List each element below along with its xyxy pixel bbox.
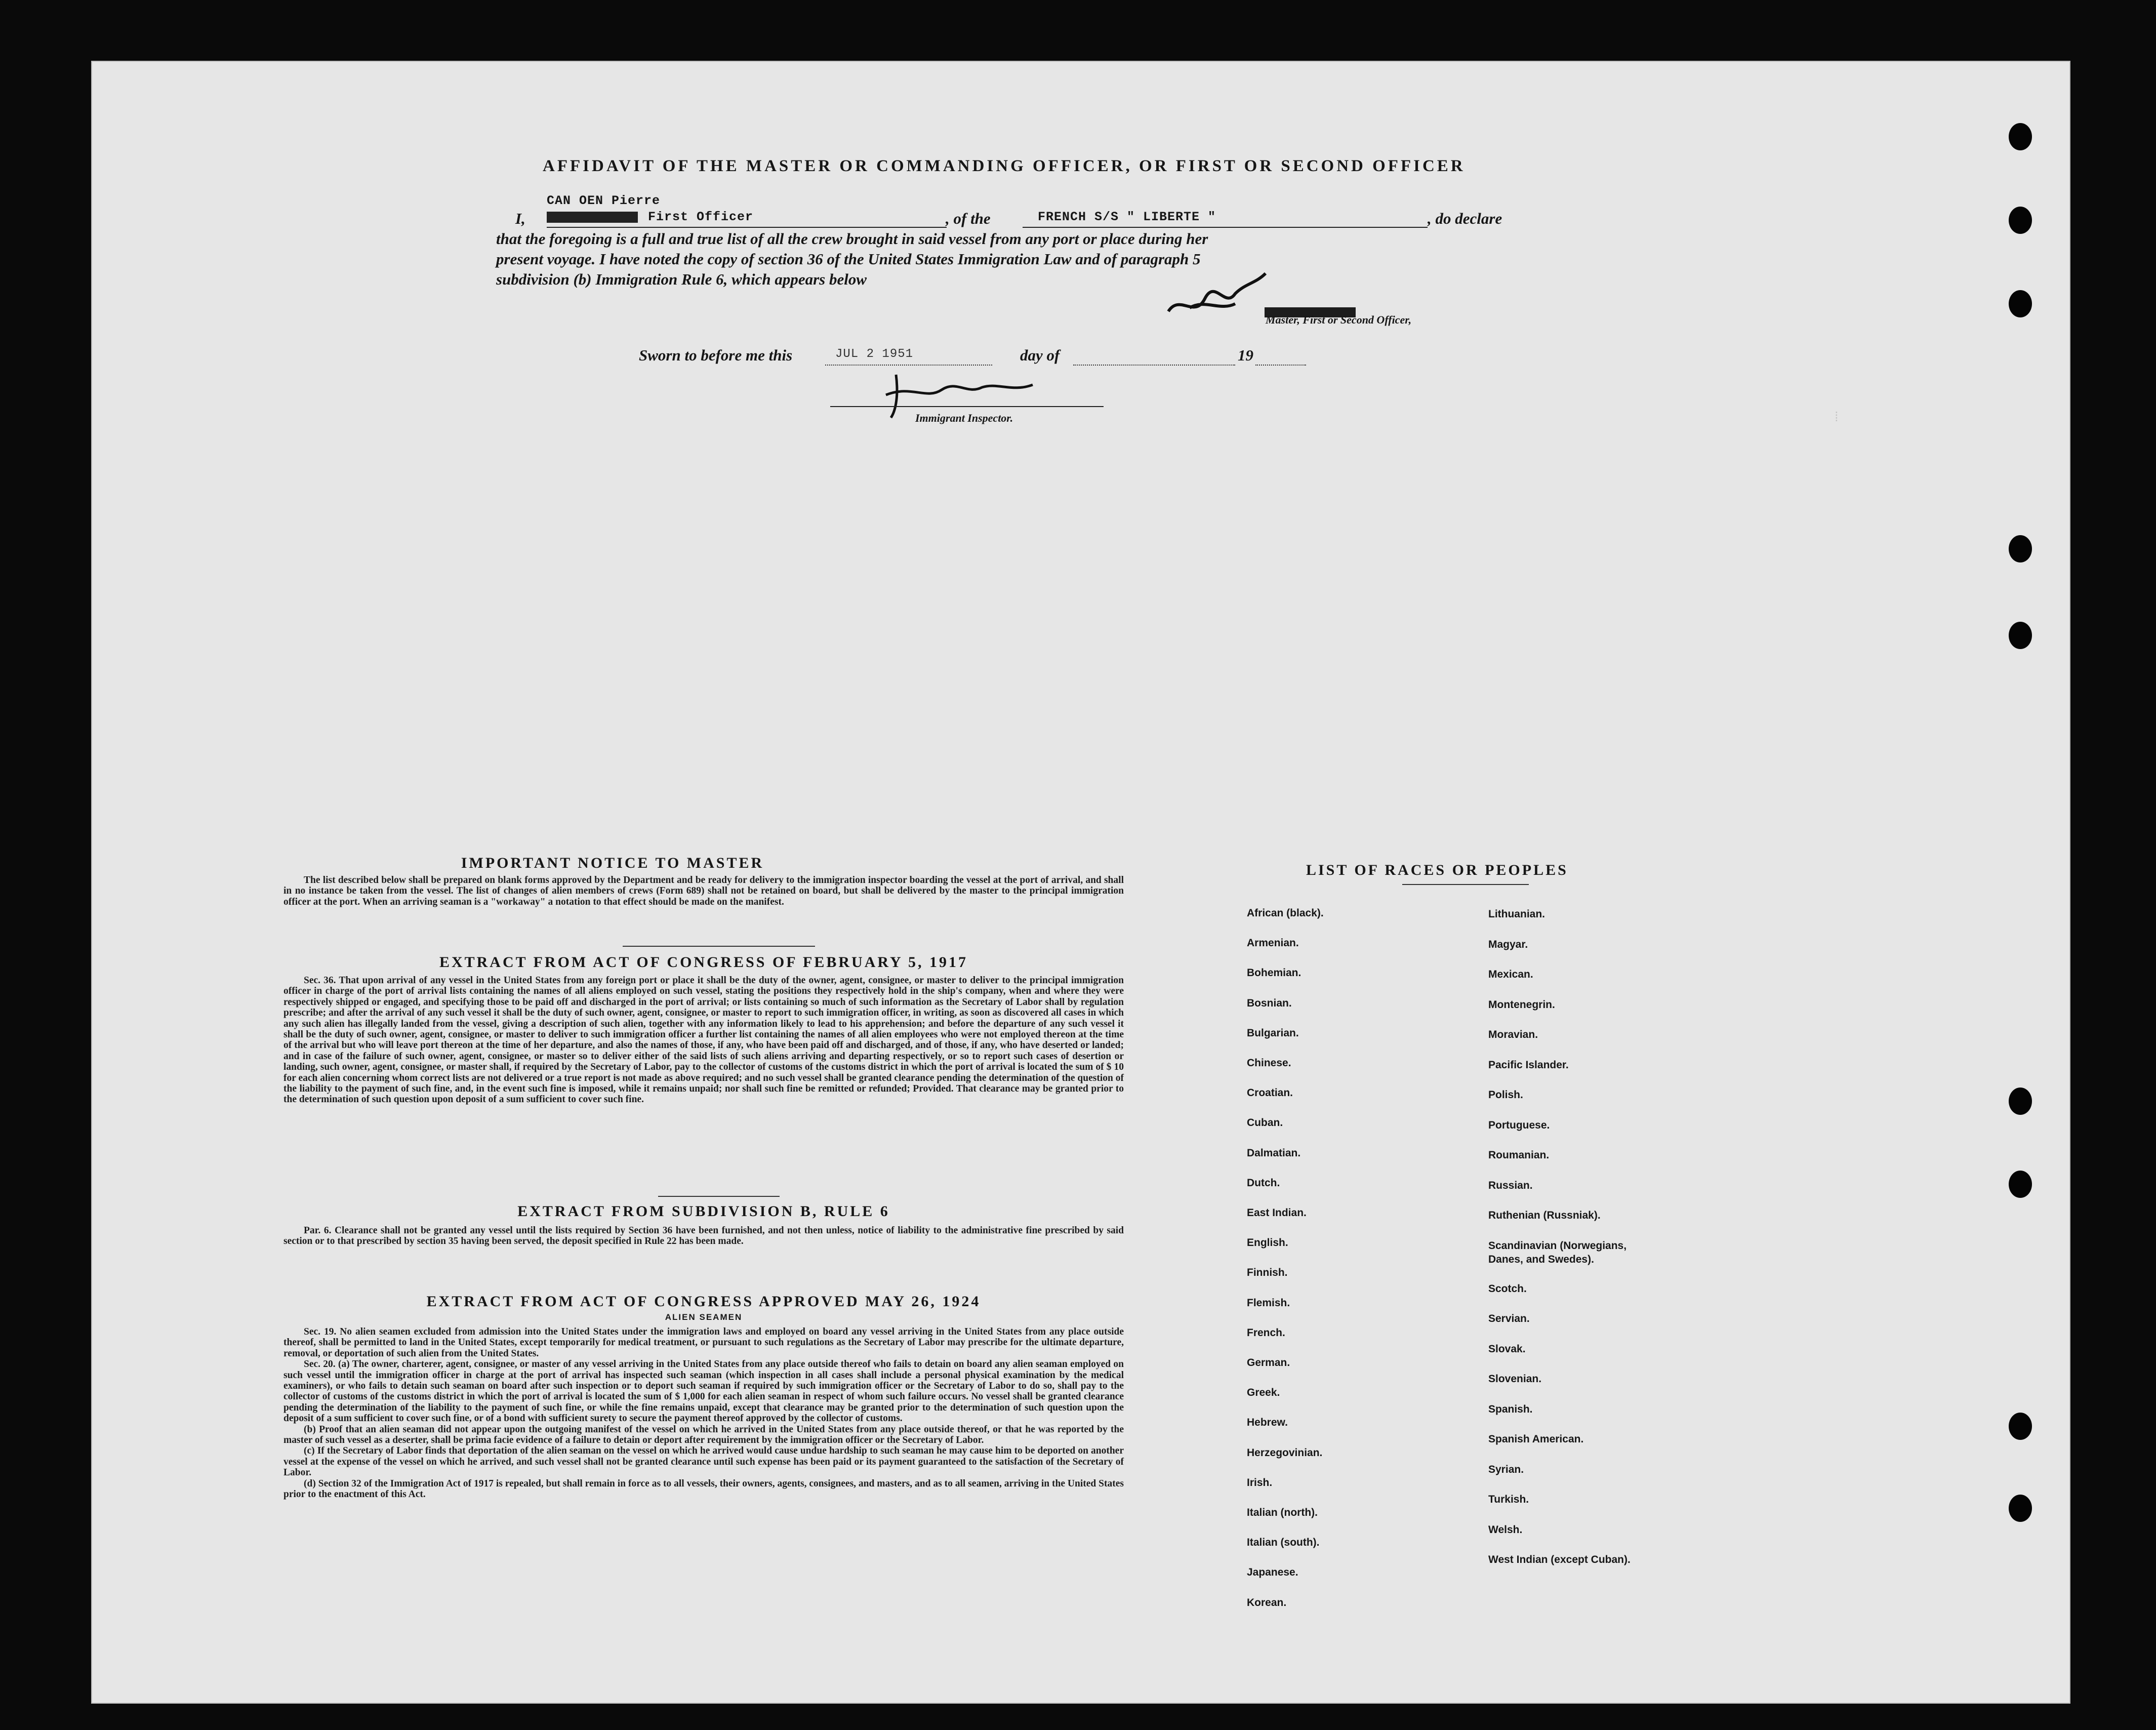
race-item: Slovenian. [1488,1373,1542,1385]
sworn-date-field [825,345,992,366]
divider [623,946,815,947]
race-item: Spanish American. [1488,1433,1584,1445]
race-item: Welsh. [1488,1523,1523,1536]
signature-caption: Master, First or Second Officer, [1266,313,1412,326]
race-item: East Indian. [1247,1207,1307,1219]
race-item: Roumanian. [1488,1149,1550,1161]
race-item: Dutch. [1247,1177,1280,1189]
sec-20a-text: Sec. 20. (a) The owner, charterer, agent, consignee, or master of any vessel arriving in the United States from any place outside thereof who fails to detain on board any alien seaman employed on such vessel until the immigration officer in charge at the port of arrival has inspected such seaman (which inspection in all cases shall include a personal physical examination by the medical examiners), or who fails to detain such seaman on board after such inspection or to deport such seaman if required by such immigration officer or the Secretary of Labor to do so, shall pay to the collector of customs of the customs district in which the port of arrival is located the sum of $ 1,000 for each alien seaman in respect of whom such failure occurs. No vessel shall be granted clearance pending the determination of the liability to the payment of such fine, or while the fine remains unpaid, except that clearance may be granted prior to the determination of such question upon the deposit of a sum sufficient to cover such fine, or of a bond with sufficient surety to secure the payment thereof approved by the collector of customs. [283,1359,1124,1424]
sec-36-text: That upon arrival of any vessel in the United States from any foreign port or place it shall be the duty of the owner, agent, consignee, or master to deliver to the principal immigration officer in charge of the port of arrival lists containing the names of all aliens employed on such vessel, stating the positions they respectively hold in the ship's company, when and where they were respectively shipped or engaged, and specifying those to be paid off and discharged in the port of arrival; or lists containing so much of such information as the Secretary of Labor shall by regulation prescribe; and after the arrival of any such vessel it shall be the duty of such owner, agent, consignee, or master to report to such immigration officer, in writing, as soon as discovered all cases in which any such alien has illegally landed from the vessel, giving a description of such alien, together with any information likely to lead to his apprehension; and before the departure of any such vessel it shall be the duty of such owner, agent, consignee, or master to deliver to such immigration officer a further list containing the names of all alien employees who were not employed thereon at the time of the arrival but who will leave port thereon at the time of her departure, and also the names of those, if any, who have been paid off and discharged, and of those, if any, who have deserted or landed; and in case of the failure of such owner, agent, consignee, or master so to deliver either of the said lists of such aliens arriving and departing respectively, or so to report such cases of desertion or landing, such owner, agent, consignee, or master shall, if required by the Secretary of Labor, pay to the collector of customs of the customs district in which the port of arrival is located the sum of $ 10 for each alien concerning whom correct lists are not delivered or a true report is not made as above required; and no such vessel shall be granted clearance pending the determination of the question of the liability to the payment of such fine, and, in the event such fine is imposed, while it remains unpaid; nor shall such fine be remitted or refunded; Provided. That clearance may be granted prior to the determination of such question upon deposit of a sum sufficient to cover such fine. [283,975,1124,1105]
do-declare-label: , do declare [1428,210,1502,227]
officer-name-typed: CAN OEN Pierre [547,193,661,208]
punch-hole [2009,290,2032,317]
statement-line-3: subdivision (b) Immigration Rule 6, which appears below [496,270,867,288]
statement-line-1: that the foregoing is a full and true list of all the crew brought in said vessel from any port or place during her [496,230,1208,248]
race-item: Italian (south). [1247,1537,1320,1549]
officer-title-typed: First Officer [648,210,754,224]
race-item: Bosnian. [1247,997,1292,1009]
of-the-label: , of the [946,210,991,227]
punch-hole [2009,207,2032,234]
race-item: Bohemian. [1247,967,1301,979]
divider [658,1196,780,1197]
punch-hole [2009,535,2032,562]
sec-20b-text: (b) Proof that an alien seaman did not appear upon the outgoing manifest of the vessel on which he arrived in the United States from any place outside thereof, or that he was reported by the master of such vessel as a deserter, shall be prima facie evidence of a failure to detain or deport after requirement by the immigration officer or the Secretary of Labor. [283,1424,1124,1446]
extract-rule6-heading: EXTRACT FROM SUBDIVISION B, RULE 6 [517,1203,890,1220]
race-item: West Indian (except Cuban). [1488,1554,1631,1565]
sec-36-label: Sec. 36. [304,975,336,986]
punch-hole [2009,1088,2032,1115]
race-item: Dalmatian. [1247,1147,1301,1159]
race-item: French. [1247,1326,1285,1339]
race-item: Hebrew. [1247,1417,1288,1429]
officer-field [547,209,947,228]
race-item: Italian (north). [1247,1507,1318,1518]
year-field [1255,345,1306,366]
notice-body: The list described below shall be prepared on blank forms approved by the Department and be ready for delivery to the immigration inspector boarding the vessel at the port of arrival, and shall in no instance be taken from the vessel. The list of changes of alien members of crews (Form 689) shall not be retained on board, but shall be delivered by the master to the principal immigration officer at the port. When an arriving seaman is a "workaway" a notation to that effect should be made on the manifest. [283,875,1124,907]
race-item: German. [1247,1357,1290,1369]
alien-seamen-subheading: ALIEN SEAMEN [665,1312,743,1322]
race-item: Syrian. [1488,1463,1524,1475]
inspector-signature-line [830,406,1104,407]
day-of-label: day of [1020,346,1060,364]
extract-1924-heading: EXTRACT FROM ACT OF CONGRESS APPROVED MAY 26, 1924 [426,1293,981,1310]
race-item: Flemish. [1247,1297,1290,1309]
race-item: Servian. [1488,1313,1530,1324]
sec-20c-text: (c) If the Secretary of Labor finds that deportation of the alien seaman on the vessel on which he arrived would cause undue hardship to such seaman he may cause him to be deported on another vessel at the expense of the vessel on which he arrived, and such vessel shall not be granted clearance until such expense has been paid or its payment guaranteed to the satisfaction of the Secretary of Labor. [283,1445,1124,1478]
race-item: Japanese. [1247,1566,1298,1579]
race-item: Russian. [1488,1179,1533,1191]
race-item: Polish. [1488,1089,1523,1101]
divider [1402,884,1529,885]
race-item: Turkish. [1488,1494,1529,1505]
races-heading: LIST OF RACES OR PEOPLES [1306,862,1568,878]
race-item: Chinese. [1247,1057,1291,1069]
race-item: Magyar. [1488,938,1528,950]
race-item: Lithuanian. [1488,908,1545,920]
punch-hole [2009,123,2032,150]
race-item: Portuguese. [1488,1119,1550,1131]
notice-heading: IMPORTANT NOTICE TO MASTER [461,855,764,871]
race-item: Scotch. [1488,1282,1527,1295]
vessel-field [1023,209,1428,228]
race-item: Ruthenian (Russniak). [1488,1210,1601,1221]
race-item: Spanish. [1488,1403,1533,1415]
affidavit-title: AFFIDAVIT OF THE MASTER OR COMMANDING OFFICER, OR FIRST OR SECOND OFFICER [543,157,1466,175]
par-6-text: Clearance shall not be granted any vessel until the lists required by Section 36 have been furnished, and not then unless, notice of liability to the administrative fine prescribed by said section or to that prescribed by section 35 having been served, the deposit specified in Rule 22 has been made. [283,1225,1124,1247]
year-prefix: 19 [1238,346,1253,364]
sec-20d-text: (d) Section 32 of the Immigration Act of 1917 is repealed, but shall remain in force as to all vessels, their owners, agents, consignees, and masters, and as to all seamen, arriving in the United States prior to the enactment of this Act. [283,1478,1124,1500]
race-item: Finnish. [1247,1267,1288,1279]
race-item: Irish. [1247,1476,1273,1488]
race-item: Armenian. [1247,937,1299,949]
sec-19-text: Sec. 19. No alien seamen excluded from admission into the United States under the immigration laws and employed on board any vessel arriving in the United States from any place outside thereof, shall be permitted to land in the United States, except temporarily for medical treatment, or pursuant to such regulations as the Secretary of Labor may prescribe for the ultimate departure, removal, or deportation of such alien from the United States. [283,1326,1124,1359]
punch-hole [2009,1171,2032,1198]
extract-1917-heading: EXTRACT FROM ACT OF CONGRESS OF FEBRUARY 5, 1917 [439,954,968,971]
race-item: Slovak. [1488,1343,1526,1355]
month-field [1073,345,1235,366]
date-stamp: JUL 2 1951 [835,347,914,361]
punch-hole [2009,1413,2032,1440]
extract-rule6-body [283,1225,1124,1247]
race-item: Montenegrin. [1488,998,1555,1011]
extract-1924-body [283,1326,1124,1500]
sworn-label: Sworn to before me this [639,346,793,364]
punch-hole [2009,622,2032,649]
race-item: African (black). [1247,907,1324,919]
statement-line-2: present voyage. I have noted the copy of section 36 of the United States Immigration Law and of paragraph 5 [496,250,1201,268]
race-item: Moravian. [1488,1029,1538,1040]
race-item: Herzegovinian. [1247,1446,1323,1459]
race-item: Bulgarian. [1247,1027,1299,1039]
manifest-sheet [91,61,2070,1704]
race-item: English. [1247,1237,1288,1249]
punch-hole [2009,1495,2032,1522]
struck-out-text [547,212,638,223]
race-item: Cuban. [1247,1117,1283,1129]
race-item: Greek. [1247,1387,1280,1399]
vessel-name-typed: FRENCH S/S " LIBERTE " [1038,210,1216,224]
extract-1917-body [283,975,1124,1105]
race-item: Korean. [1247,1596,1287,1608]
race-item: Scandinavian (Norwegians, Danes, and Swedes). [1488,1239,1627,1265]
inspector-caption: Immigrant Inspector. [915,412,1013,424]
race-item: Pacific Islander. [1488,1059,1569,1071]
par-6-label: Par. 6. [304,1225,332,1236]
race-item: Croatian. [1247,1087,1293,1099]
bleed-through-text: ⁞ [1833,410,1841,425]
race-item: Mexican. [1488,969,1533,980]
officer-prefix: I, [515,210,525,227]
